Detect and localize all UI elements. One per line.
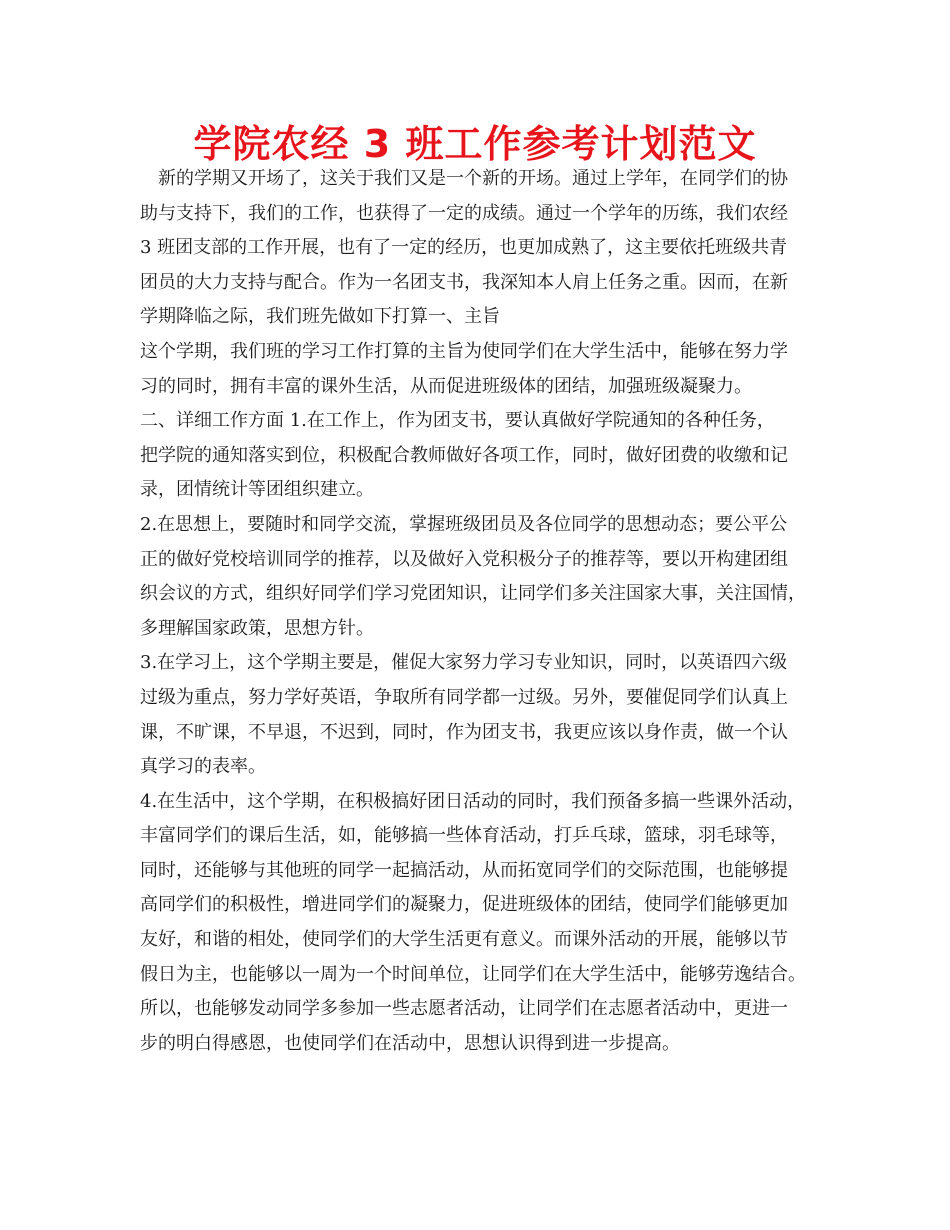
text-line: 二、详细工作方面 1.在工作上，作为团支书，要认真做好学院通知的各种任务， bbox=[140, 410, 775, 432]
text-line: 学期降临之际，我们班先做如下打算一、主旨 bbox=[140, 306, 500, 328]
text-line: 这个学期，我们班的学习工作打算的主旨为使同学们在大学生活中，能够在努力学 bbox=[140, 340, 788, 362]
text-line: 新的学期又开场了，这关于我们又是一个新的开场。通过上学年，在同学们的协 bbox=[158, 168, 788, 189]
document-title: 学院农经 3 班工作参考计划范文 bbox=[193, 122, 757, 166]
text-line: 步的明白得感恩，也使同学们在活动中，思想认识得到进一步提高。 bbox=[140, 1032, 680, 1054]
text-line: 友好，和谐的相处，使同学们的大学生活更有意义。而课外活动的开展，能够以节 bbox=[140, 929, 788, 951]
text-line: 录，团情统计等团组织建立。 bbox=[140, 479, 374, 501]
text-line: 把学院的通知落实到位，积极配合教师做好各项工作，同时，做好团费的收缴和记 bbox=[140, 444, 788, 466]
text-line: 高同学们的积极性，增进同学们的凝聚力，促进班级体的团结，使同学们能够更加 bbox=[140, 894, 788, 916]
text-line: 多理解国家政策，思想方针。 bbox=[140, 617, 374, 639]
text-line: 真学习的表率。 bbox=[140, 756, 266, 778]
text-line: 习的同时，拥有丰富的课外生活，从而促进班级体的团结，加强班级凝聚力。 bbox=[140, 375, 752, 397]
text-line: 所以，也能够发动同学多参加一些志愿者活动，让同学们在志愿者活动中，更进一 bbox=[140, 998, 788, 1020]
text-line: 助与支持下，我们的工作，也获得了一定的成绩。通过一个学年的历练，我们农经 bbox=[140, 202, 788, 224]
text-line: 丰富同学们的课后生活，如，能够搞一些体育活动，打乒乓球，篮球，羽毛球等， bbox=[140, 825, 788, 847]
text-line: 课，不旷课，不早退，不迟到，同时，作为团支书，我更应该以身作责，做一个认 bbox=[140, 721, 788, 743]
text-line: 正的做好党校培训同学的推荐，以及做好入党积极分子的推荐等，要以开构建团组 bbox=[140, 548, 788, 570]
text-line: 过级为重点，努力学好英语，争取所有同学都一过级。另外，要催促同学们认真上 bbox=[140, 686, 788, 708]
text-line: 同时，还能够与其他班的同学一起搞活动，从而拓宽同学们的交际范围，也能够提 bbox=[140, 859, 788, 881]
text-line: 假日为主，也能够以一周为一个时间单位，让同学们在大学生活中，能够劳逸结合。 bbox=[140, 963, 806, 985]
text-line: 团员的大力支持与配合。作为一名团支书，我深知本人肩上任务之重。因而，在新 bbox=[140, 271, 788, 293]
text-line: 2.在思想上，要随时和同学交流，掌握班级团员及各位同学的思想动态；要公平公 bbox=[140, 513, 788, 535]
text-line: 织会议的方式，组织好同学们学习党团知识，让同学们多关注国家大事，关注国情， bbox=[140, 583, 806, 605]
document-body bbox=[140, 162, 820, 1061]
text-line: 4.在生活中，这个学期，在积极搞好团日活动的同时，我们预备多搞一些课外活动， bbox=[140, 790, 806, 812]
text-line: 3 班团支部的工作开展，也有了一定的经历，也更加成熟了，这主要依托班级共青 bbox=[140, 237, 788, 259]
text-line: 3.在学习上，这个学期主要是，催促大家努力学习专业知识，同时，以英语四六级 bbox=[140, 652, 788, 674]
